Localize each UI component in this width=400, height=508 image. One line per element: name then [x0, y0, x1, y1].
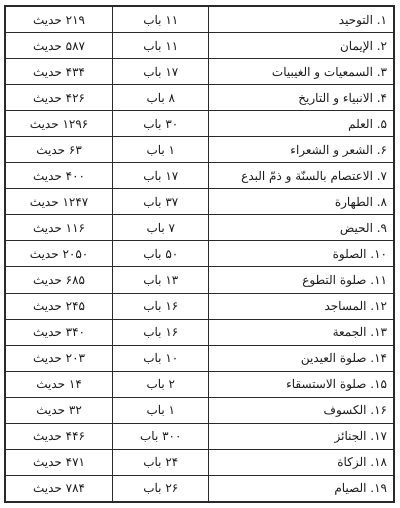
hadith-book-table: [4, 5, 395, 503]
table-row: [6, 267, 394, 293]
chapters-table: [5, 6, 394, 502]
table-body: [6, 7, 394, 502]
book-title-cell: ۵. العلم: [209, 111, 394, 137]
hadith-count-cell: ۴۳۴ حدیث: [6, 59, 113, 85]
chapter-count-cell: ۲۴ باب: [113, 449, 209, 475]
hadith-count-cell: ۴۲۶ حدیث: [6, 85, 113, 111]
hadith-count-cell: ۶۸۵ حدیث: [6, 267, 113, 293]
chapter-count-cell: ۵۰ باب: [113, 241, 209, 267]
hadith-count-cell: ۶۳ حدیث: [6, 137, 113, 163]
book-title-cell: ۱۵. صلوة الاستسقاء: [209, 371, 394, 397]
table-row: [6, 345, 394, 371]
book-title-cell: ۲. الإیمان: [209, 33, 394, 59]
table-row: [6, 475, 394, 501]
chapter-count-cell: ۲۶ باب: [113, 475, 209, 501]
chapter-count-cell: ۱۳ باب: [113, 267, 209, 293]
book-title-cell: ۱۳. الجمعة: [209, 319, 394, 345]
table-row: [6, 163, 394, 189]
hadith-count-cell: ۴۴۶ حدیث: [6, 423, 113, 449]
book-title-cell: ۱۷. الجنائز: [209, 423, 394, 449]
hadith-count-cell: ۳۲ حدیث: [6, 397, 113, 423]
chapter-count-cell: ۷ باب: [113, 215, 209, 241]
chapter-count-cell: ۲ باب: [113, 371, 209, 397]
book-title-cell: ۳. السمعیات و الغیبیات: [209, 59, 394, 85]
book-title-cell: ۱۸. الزکاة: [209, 449, 394, 475]
hadith-count-cell: ۲۴۵ حدیث: [6, 293, 113, 319]
hadith-count-cell: ۴۷۱ حدیث: [6, 449, 113, 475]
chapter-count-cell: ۱۱ باب: [113, 7, 209, 33]
hadith-count-cell: ۱۲۴۷ حدیث: [6, 189, 113, 215]
table-row: [6, 293, 394, 319]
chapter-count-cell: ۸ باب: [113, 85, 209, 111]
table-row: [6, 449, 394, 475]
table-row: [6, 371, 394, 397]
chapter-count-cell: ۱ باب: [113, 137, 209, 163]
book-title-cell: ۴. الانبیاء و التاریخ: [209, 85, 394, 111]
book-title-cell: ۶. الشعر و الشعراء: [209, 137, 394, 163]
chapter-count-cell: ۱ باب: [113, 397, 209, 423]
table-row: [6, 137, 394, 163]
book-title-cell: ۱۰. الصلوة: [209, 241, 394, 267]
table-row: [6, 189, 394, 215]
hadith-count-cell: ۲۱۹ حدیث: [6, 7, 113, 33]
hadith-count-cell: ۷۸۴ حدیث: [6, 475, 113, 501]
hadith-count-cell: ۴۰۰ حدیث: [6, 163, 113, 189]
book-title-cell: ۱۹. الصیام: [209, 475, 394, 501]
hadith-count-cell: ۱۱۶ حدیث: [6, 215, 113, 241]
table-row: [6, 59, 394, 85]
chapter-count-cell: ۳۰۰ باب: [113, 423, 209, 449]
book-title-cell: ۱۶. الکسوف: [209, 397, 394, 423]
hadith-count-cell: ۲۰۵۰ حدیث: [6, 241, 113, 267]
hadith-count-cell: ۲۰۳ حدیث: [6, 345, 113, 371]
chapter-count-cell: ۱۱ باب: [113, 33, 209, 59]
chapter-count-cell: ۳۷ باب: [113, 189, 209, 215]
table-row: [6, 215, 394, 241]
table-row: [6, 397, 394, 423]
table-row: [6, 319, 394, 345]
chapter-count-cell: ۱۷ باب: [113, 163, 209, 189]
book-title-cell: ۹. الحیض: [209, 215, 394, 241]
table-row: [6, 111, 394, 137]
book-title-cell: ۱. التوحید: [209, 7, 394, 33]
chapter-count-cell: ۱۷ باب: [113, 59, 209, 85]
book-title-cell: ۱۲. المساجد: [209, 293, 394, 319]
book-title-cell: ۷. الاعتصام بالسنّة و ذمّ البدع: [209, 163, 394, 189]
table-row: [6, 7, 394, 33]
book-title-cell: ۸. الطهارة: [209, 189, 394, 215]
book-title-cell: ۱۴. صلوة العیدین: [209, 345, 394, 371]
hadith-count-cell: ۱۴ حدیث: [6, 371, 113, 397]
book-title-cell: ۱۱. صلوة التطوع: [209, 267, 394, 293]
table-row: [6, 33, 394, 59]
chapter-count-cell: ۱۰ باب: [113, 345, 209, 371]
table-row: [6, 423, 394, 449]
hadith-count-cell: ۳۴۰ حدیث: [6, 319, 113, 345]
table-row: [6, 241, 394, 267]
chapter-count-cell: ۱۶ باب: [113, 293, 209, 319]
chapter-count-cell: ۳۰ باب: [113, 111, 209, 137]
table-row: [6, 85, 394, 111]
chapter-count-cell: ۱۶ باب: [113, 319, 209, 345]
hadith-count-cell: ۱۲۹۶ حدیث: [6, 111, 113, 137]
hadith-count-cell: ۵۸۷ حدیث: [6, 33, 113, 59]
